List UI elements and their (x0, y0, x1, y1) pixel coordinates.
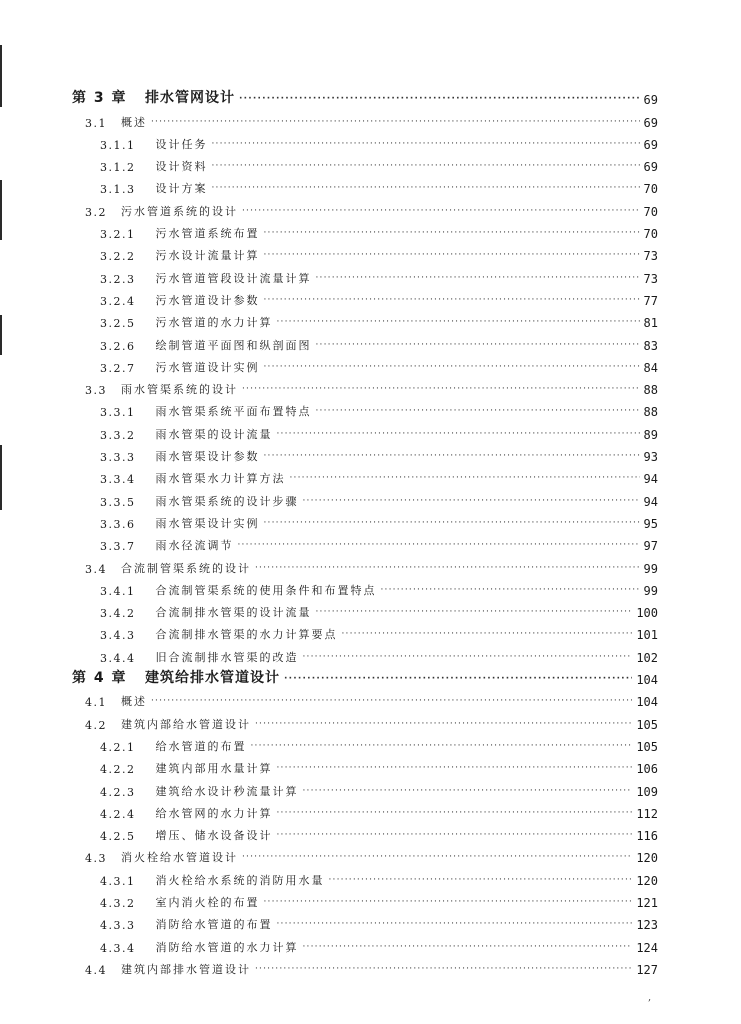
toc-leader-dots (277, 429, 640, 439)
toc-entry-page-number: 93 (643, 450, 658, 465)
toc-entry-number: 3.1.2 (100, 161, 136, 175)
toc-entry-title: 消火栓给水管道设计 (121, 851, 238, 865)
toc-entry-page-number: 123 (636, 918, 658, 933)
toc-entry-title: 污水设计流量计算 (155, 249, 260, 263)
toc-leader-dots (316, 607, 633, 617)
toc-subsection-entry[interactable] (0, 620, 741, 642)
toc-entry-number: 4.2.2 (100, 763, 136, 777)
toc-section-entry[interactable] (0, 843, 741, 865)
toc-entry-number: 3.2.5 (100, 317, 136, 331)
toc-entry-title: 雨水管渠系统平面布置特点 (155, 405, 312, 419)
toc-entry-page-number: 73 (643, 271, 658, 286)
toc-subsection-entry[interactable] (0, 308, 741, 330)
toc-leader-dots (242, 206, 640, 216)
toc-entry-number: 3.1.1 (100, 138, 136, 152)
toc-subsection-entry[interactable] (0, 397, 741, 419)
toc-entry-page-number: 105 (636, 739, 658, 754)
toc-entry-number: 4.2.3 (100, 785, 136, 799)
toc-subsection-entry[interactable] (0, 419, 741, 441)
toc-entry-page-number: 94 (643, 494, 658, 509)
table-of-contents (0, 85, 741, 977)
toc-subsection-entry[interactable] (0, 642, 741, 664)
toc-leader-dots (238, 540, 640, 550)
toc-entry-title: 雨水管渠水力计算方法 (155, 472, 286, 486)
toc-entry-title: 雨水管渠系统的设计步骤 (155, 494, 299, 508)
toc-entry-page-number: 104 (636, 695, 658, 710)
toc-entry-page-number: 101 (636, 628, 658, 643)
toc-subsection-entry[interactable] (0, 464, 741, 486)
toc-leader-dots (303, 496, 640, 506)
toc-entry-title: 设计任务 (155, 137, 208, 151)
toc-entry-title: 建筑内部用水量计算 (155, 762, 273, 776)
toc-entry-title: 建筑给水设计秒流量计算 (155, 784, 299, 798)
toc-leader-dots (242, 852, 632, 862)
toc-entry-title: 合流制管渠系统的使用条件和布置特点 (155, 583, 377, 597)
toc-entry-title: 消防给水管道的布置 (155, 918, 273, 932)
toc-entry-number: 3.2.1 (100, 228, 136, 242)
toc-entry-number: 4.3.4 (100, 941, 136, 955)
toc-section-entry[interactable] (0, 687, 741, 709)
toc-entry-page-number: 97 (643, 539, 658, 554)
toc-entry-title: 合流制排水管渠的水力计算要点 (155, 628, 338, 642)
toc-section-entry[interactable] (0, 553, 741, 575)
toc-entry-page-number: 106 (636, 762, 658, 777)
toc-entry-title: 建筑内部排水管道设计 (121, 962, 251, 976)
toc-entry-title: 污水管道设计实例 (155, 360, 260, 374)
toc-entry-number: 3.3.3 (100, 451, 136, 465)
toc-entry-title: 旧合流制排水管渠的改造 (155, 650, 299, 664)
toc-entry-page-number: 102 (636, 650, 658, 665)
toc-entry-number: 3.3.5 (100, 495, 136, 509)
toc-entry-number: 3.2 (85, 205, 107, 219)
toc-entry-number: 3.1.3 (100, 183, 136, 197)
toc-entry-title: 消火栓给水系统的消防用水量 (155, 873, 325, 887)
toc-leader-dots (277, 808, 633, 818)
toc-entry-number: 3.2.7 (100, 361, 136, 375)
toc-entry-page-number: 121 (636, 895, 658, 910)
toc-entry-number: 4.2.4 (100, 807, 136, 821)
toc-leader-dots (342, 629, 633, 639)
toc-leader-dots (316, 340, 640, 350)
toc-entry-page-number: 124 (636, 940, 658, 955)
toc-entry-page-number: 88 (643, 405, 658, 420)
toc-entry-number: 3.3 (85, 384, 107, 398)
toc-subsection-entry[interactable] (0, 598, 741, 620)
toc-leader-dots (264, 362, 640, 372)
toc-entry-page-number: 104 (636, 673, 658, 688)
toc-entry-number: 3.3.1 (100, 406, 136, 420)
toc-leader-dots (255, 719, 632, 729)
toc-entry-number: 4.2 (85, 718, 107, 732)
toc-leader-dots (277, 317, 640, 327)
toc-section-entry[interactable] (0, 709, 741, 731)
toc-entry-number: 3.3.7 (100, 540, 136, 554)
toc-leader-dots (255, 563, 640, 573)
toc-leader-dots (264, 897, 633, 907)
toc-subsection-entry[interactable] (0, 732, 741, 754)
page-corner-mark: , (648, 992, 652, 1003)
toc-entry-title: 概述 (121, 115, 147, 129)
toc-entry-number: 3.3.4 (100, 473, 136, 487)
toc-leader-dots (303, 942, 633, 952)
toc-entry-number: 3.2.6 (100, 339, 136, 353)
toc-subsection-entry[interactable] (0, 263, 741, 285)
toc-subsection-entry[interactable] (0, 799, 741, 821)
toc-entry-number: 4.3.3 (100, 919, 136, 933)
toc-subsection-entry[interactable] (0, 442, 741, 464)
toc-leader-dots (212, 161, 640, 171)
toc-entry-title: 污水管道设计参数 (155, 293, 260, 307)
toc-subsection-entry[interactable] (0, 486, 741, 508)
toc-entry-title: 雨水管渠设计参数 (155, 450, 260, 464)
toc-entry-title: 概述 (121, 695, 147, 709)
toc-entry-number: 3.3.6 (100, 517, 136, 531)
toc-entry-number: 4.3 (85, 852, 107, 866)
toc-entry-title: 合流制管渠系统的设计 (121, 561, 251, 575)
toc-entry-page-number: 70 (643, 227, 658, 242)
toc-entry-title: 排水管网设计 (145, 90, 235, 107)
toc-leader-dots (151, 117, 640, 127)
toc-entry-page-number: 120 (636, 873, 658, 888)
toc-section-entry[interactable] (0, 375, 741, 397)
toc-subsection-entry[interactable] (0, 353, 741, 375)
toc-entry-number: 4.4 (85, 963, 107, 977)
toc-subsection-entry[interactable] (0, 754, 741, 776)
toc-entry-page-number: 100 (636, 606, 658, 621)
toc-entry-title: 雨水径流调节 (155, 539, 234, 553)
toc-entry-number: 4.2.5 (100, 830, 136, 844)
toc-subsection-entry[interactable] (0, 174, 741, 196)
toc-entry-page-number: 70 (643, 204, 658, 219)
toc-leader-dots (239, 94, 640, 104)
toc-leader-dots (284, 674, 632, 684)
toc-entry-page-number: 84 (643, 360, 658, 375)
toc-subsection-entry[interactable] (0, 330, 741, 352)
toc-entry-number: 3.3.2 (100, 428, 136, 442)
toc-entry-number: 3.4.1 (100, 584, 136, 598)
toc-entry-number: 4.3.1 (100, 874, 136, 888)
toc-leader-dots (277, 763, 633, 773)
toc-entry-title: 建筑内部给水管道设计 (121, 717, 251, 731)
toc-section-entry[interactable] (0, 107, 741, 129)
toc-entry-number: 3.2.4 (100, 294, 136, 308)
toc-entry-number: 4.1 (85, 696, 107, 710)
toc-entry-title: 污水管道的水力计算 (155, 316, 273, 330)
toc-subsection-entry[interactable] (0, 865, 741, 887)
toc-leader-dots (264, 451, 640, 461)
toc-subsection-entry[interactable] (0, 130, 741, 152)
toc-leader-dots (264, 518, 640, 528)
toc-entry-page-number: 77 (643, 293, 658, 308)
toc-subsection-entry[interactable] (0, 576, 741, 598)
toc-entry-page-number: 70 (643, 182, 658, 197)
toc-subsection-entry[interactable] (0, 219, 741, 241)
toc-leader-dots (255, 964, 632, 974)
toc-entry-number: 3.4.3 (100, 629, 136, 643)
toc-subsection-entry[interactable] (0, 152, 741, 174)
toc-leader-dots (290, 473, 640, 483)
toc-leader-dots (381, 585, 640, 595)
toc-entry-page-number: 69 (643, 115, 658, 130)
toc-leader-dots (303, 652, 633, 662)
toc-entry-number: 第 3 章 (72, 90, 127, 107)
toc-entry-title: 污水管道系统布置 (155, 227, 260, 241)
toc-entry-number: 3.1 (85, 116, 107, 130)
toc-entry-page-number: 116 (636, 829, 658, 844)
toc-leader-dots (303, 786, 633, 796)
toc-entry-page-number: 112 (636, 806, 658, 821)
toc-entry-page-number: 89 (643, 427, 658, 442)
toc-entry-page-number: 95 (643, 516, 658, 531)
toc-entry-page-number: 127 (636, 962, 658, 977)
toc-entry-title: 污水管道管段设计流量计算 (155, 271, 312, 285)
toc-entry-page-number: 94 (643, 472, 658, 487)
toc-entry-title: 污水管道系统的设计 (121, 204, 238, 218)
toc-entry-number: 3.4 (85, 562, 107, 576)
toc-entry-number: 3.2.2 (100, 250, 136, 264)
toc-entry-title: 设计资料 (155, 160, 208, 174)
toc-entry-number: 3.4.4 (100, 651, 136, 665)
toc-entry-page-number: 109 (636, 784, 658, 799)
toc-leader-dots (242, 384, 640, 394)
toc-entry-number: 4.2.1 (100, 740, 136, 754)
toc-entry-page-number: 69 (643, 93, 658, 108)
toc-entry-number: 4.3.2 (100, 896, 136, 910)
toc-subsection-entry[interactable] (0, 776, 741, 798)
toc-entry-title: 室内消火栓的布置 (155, 895, 260, 909)
toc-leader-dots (316, 273, 640, 283)
toc-leader-dots (251, 741, 633, 751)
toc-entry-page-number: 83 (643, 338, 658, 353)
toc-subsection-entry[interactable] (0, 821, 741, 843)
toc-leader-dots (264, 250, 640, 260)
toc-subsection-entry[interactable] (0, 910, 741, 932)
toc-leader-dots (277, 919, 633, 929)
toc-leader-dots (264, 228, 640, 238)
toc-subsection-entry[interactable] (0, 531, 741, 553)
toc-entry-page-number: 120 (636, 851, 658, 866)
toc-entry-page-number: 69 (643, 160, 658, 175)
toc-entry-number: 3.4.2 (100, 607, 136, 621)
toc-entry-page-number: 99 (643, 583, 658, 598)
toc-entry-title: 消防给水管道的水力计算 (155, 940, 299, 954)
toc-leader-dots (151, 696, 632, 706)
toc-entry-number: 3.2.3 (100, 272, 136, 286)
toc-entry-title: 合流制排水管渠的设计流量 (155, 606, 312, 620)
toc-leader-dots (316, 406, 640, 416)
toc-entry-page-number: 99 (643, 561, 658, 576)
toc-subsection-entry[interactable] (0, 286, 741, 308)
toc-leader-dots (212, 139, 640, 149)
toc-entry-page-number: 105 (636, 717, 658, 732)
toc-entry-number: 第 4 章 (72, 670, 127, 687)
toc-subsection-entry[interactable] (0, 241, 741, 263)
toc-leader-dots (277, 830, 633, 840)
toc-entry-title: 雨水管渠系统的设计 (121, 383, 238, 397)
toc-leader-dots (264, 295, 640, 305)
toc-chapter-entry[interactable] (0, 85, 741, 107)
toc-entry-page-number: 73 (643, 249, 658, 264)
toc-entry-page-number: 81 (643, 316, 658, 331)
toc-entry-title: 雨水管渠设计实例 (155, 516, 260, 530)
toc-entry-title: 增压、储水设备设计 (155, 829, 273, 843)
toc-entry-title: 建筑给排水管道设计 (145, 670, 280, 687)
toc-leader-dots (329, 875, 633, 885)
toc-subsection-entry[interactable] (0, 888, 741, 910)
toc-entry-title: 设计方案 (155, 182, 208, 196)
toc-entry-page-number: 88 (643, 383, 658, 398)
toc-leader-dots (212, 183, 640, 193)
toc-entry-title: 给水管网的水力计算 (155, 806, 273, 820)
toc-entry-title: 雨水管渠的设计流量 (155, 427, 273, 441)
toc-section-entry[interactable] (0, 196, 741, 218)
toc-chapter-entry[interactable] (0, 665, 741, 687)
toc-subsection-entry[interactable] (0, 932, 741, 954)
toc-entry-page-number: 69 (643, 137, 658, 152)
toc-subsection-entry[interactable] (0, 509, 741, 531)
toc-entry-title: 给水管道的布置 (155, 739, 247, 753)
toc-section-entry[interactable] (0, 955, 741, 977)
toc-entry-title: 绘制管道平面图和纵剖面图 (155, 338, 312, 352)
